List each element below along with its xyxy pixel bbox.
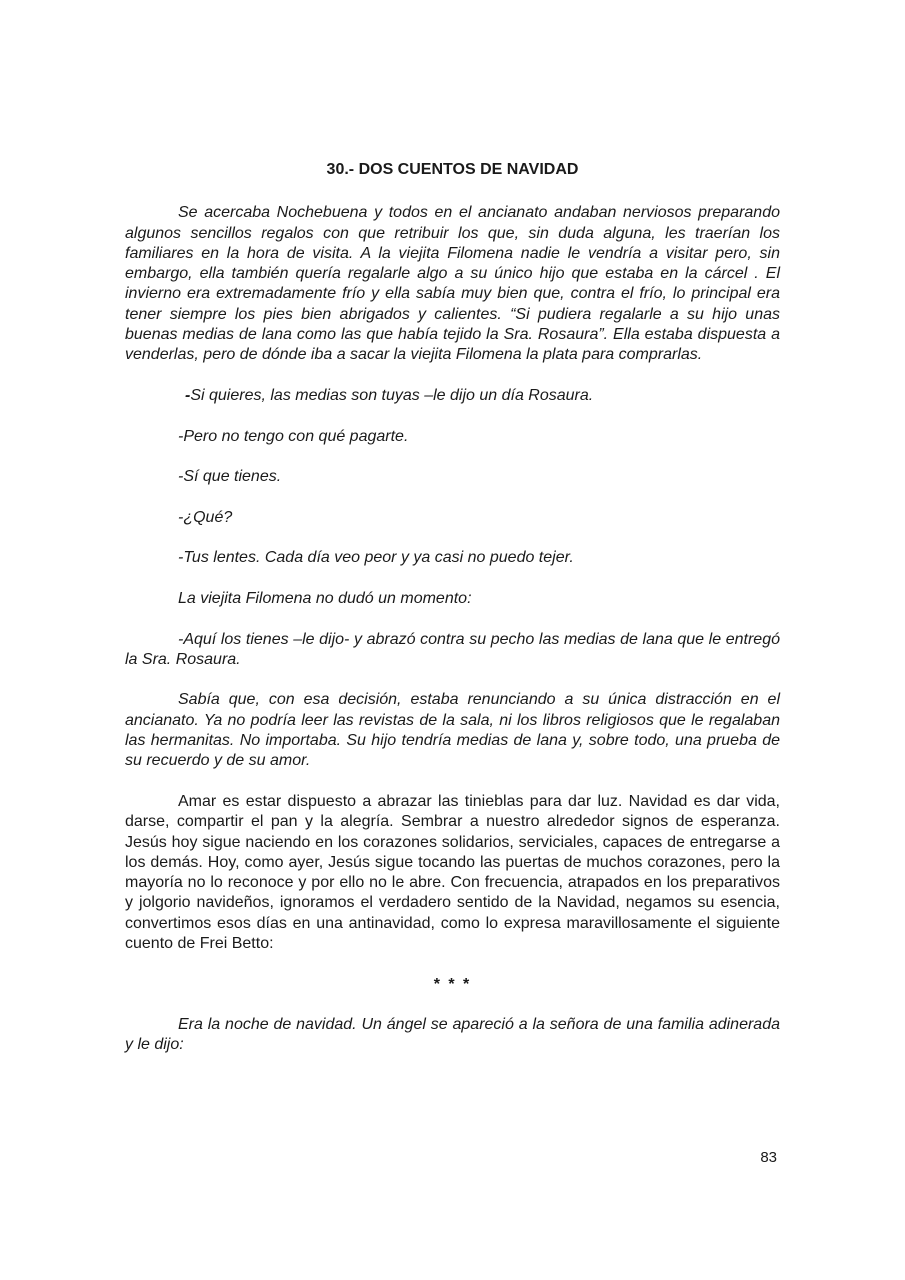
dialogue-line-1 <box>125 386 780 406</box>
dialogue-line-4: -¿Qué? <box>178 508 233 526</box>
paragraph-story-intro: Se acercaba Nochebuena y todos en el ancianato andaban nerviosos preparando algunos sencillos regalos con que retribuir los que, sin duda alguna, les traerían los familiares en la hora de visita. A la viejita Filomena nadie le vendría a visitar pero, sin embargo, ella también quería regalarle algo a su único hijo que estaba en la cárcel . El invierno era extremadamente frío y ella sabía muy bien que, contra el frío, lo principal era tener siempre los pies bien abrigados y calientes. “Si pudiera regalarle a su hijo unas buenas medias de lana como las que había tejido la Sra. Rosaura”. Ella estaba dispuesta a venderlas, pero de dónde iba a sacar la viejita Filomena la plata para comprarlas. <box>125 204 780 364</box>
dialogue-line-1-text: Si quieres, las medias son tuyas –le dijo un día Rosaura. <box>190 386 594 404</box>
paragraph-commentary: Amar es estar dispuesto a abrazar las tinieblas para dar luz. Navidad es dar vida, darse, compartir el pan y la alegría. Sembrar a nuestro alrededor signos de esperanza. Jesús hoy sigue naciendo en los corazones solidarios, serviciales, capaces de entregarse a los demás. Hoy, como ayer, Jesús sigue tocando las puertas de muchos corazones, pero la mayoría no lo reconoce y por ello no le abre. Con frecuencia, atrapados en los preparativos y jolgorio navideños, ignoramos el verdadero sentido de la Navidad, negamos su esencia, convertimos esos días en una antinavidad, como lo expresa maravillosamente el siguiente cuento de Frei Betto: <box>125 792 780 952</box>
dialogue-line-2: -Pero no tengo con qué pagarte. <box>178 427 409 445</box>
page-number: 83 <box>760 1149 777 1166</box>
document-title: 30.- DOS CUENTOS DE NAVIDAD <box>326 161 579 178</box>
dialogue-line-3: -Sí que tienes. <box>178 468 282 486</box>
paragraph-dialogue-close: -Aquí los tienes –le dijo- y abrazó contra su pecho las medias de lana que le entregó la Sra. Rosaura. <box>125 630 780 668</box>
section-separator: * * * <box>433 975 472 993</box>
dialogue-bold-dash: - <box>185 386 191 404</box>
paragraph-narration: La viejita Filomena no dudó un momento: <box>178 589 472 607</box>
paragraph-story2-intro: Era la noche de navidad. Un ángel se apareció a la señora de una familia adinerada y le dijo: <box>125 1016 780 1054</box>
dialogue-line-5: -Tus lentes. Cada día veo peor y ya casi no puedo tejer. <box>178 549 574 567</box>
paragraph-reflection: Sabía que, con esa decisión, estaba renunciando a su única distracción en el ancianato. Ya no podría leer las revistas de la sala, ni los libros religiosos que le regalaban las hermanitas. No importaba. Su hijo tendría medias de lana y, sobre todo, una prueba de su recuerdo y de su amor. <box>125 691 780 770</box>
document-content <box>125 160 780 1076</box>
